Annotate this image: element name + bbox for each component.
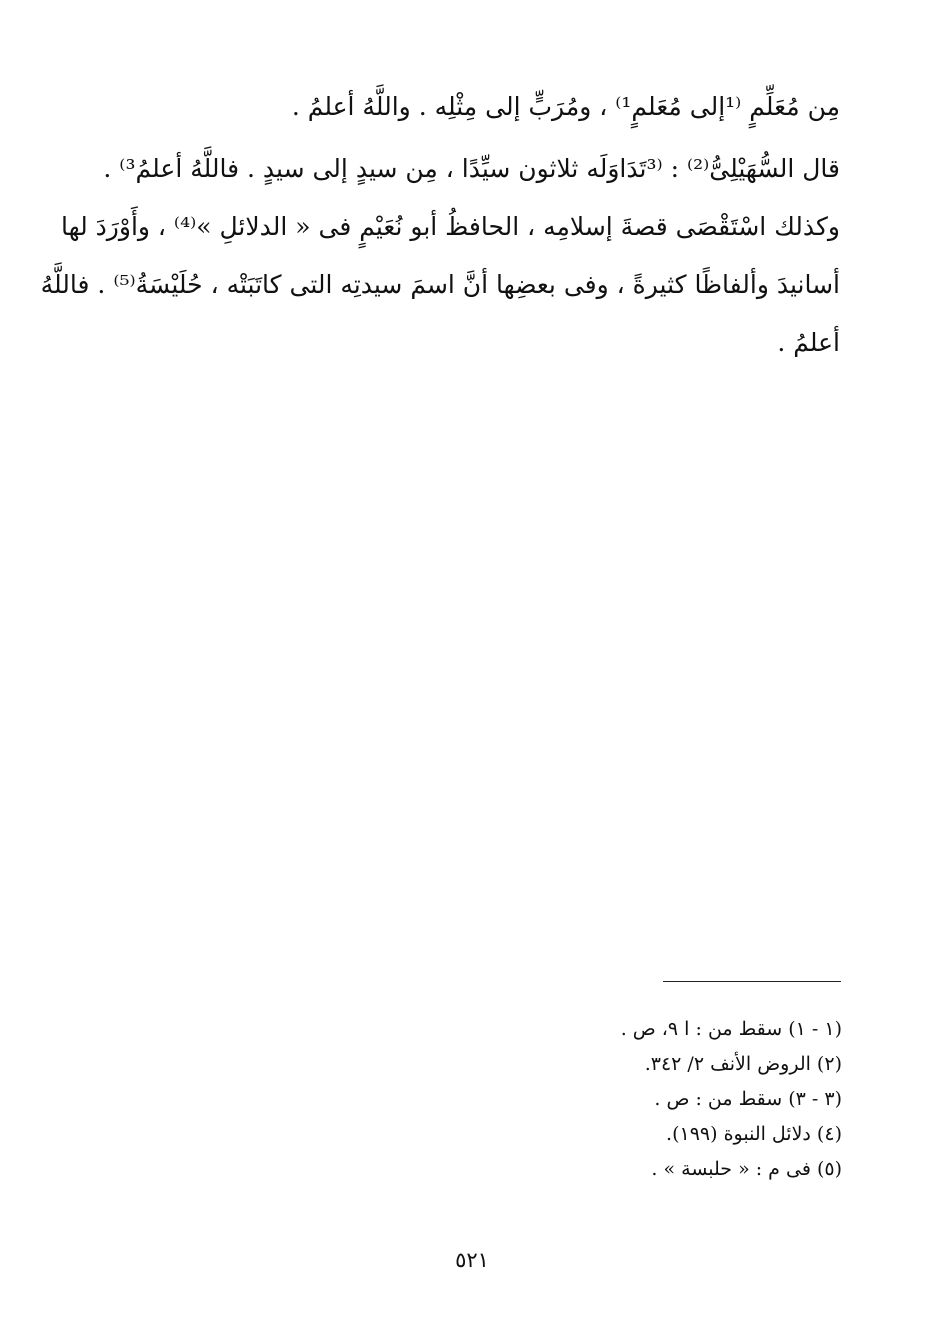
text-line: أسانيدَ وألفاظًا كثيرةً ، وفى بعضِها أنَّ اسمَ سيدتِه التى كاتَبَتْه ، حُلَيْسَةُ⁽⁵⁾ . فاللَّهُ <box>40 270 840 299</box>
footnotes <box>442 1012 842 1187</box>
footnote: (١ - ١) سقط من : ا ٩، ص . <box>620 1018 842 1040</box>
page-number: ٥٢١ <box>455 1248 489 1272</box>
text-line: وكذلك اسْتَقْصَى قصةَ إسلامِه ، الحافظُ أبو نُعَيْمٍ فى « الدلائلِ »⁽⁴⁾ ، وأَوْرَدَ لها <box>60 212 840 241</box>
footnote: (٢) الروض الأنف ٢/ ٣٤٢. <box>644 1053 842 1075</box>
text-line: مِن مُعَلِّمٍ ⁽¹إلى مُعَلمٍ¹⁾ ، ومُرَبٍّ إلى مِثْلِه . واللَّهُ أعلمُ . <box>291 92 840 121</box>
footnote-divider <box>663 981 841 982</box>
footnote: (٣ - ٣) سقط من : ص . <box>654 1088 842 1110</box>
main-text <box>40 78 840 372</box>
text-line: قال السُّهَيْلِىُّ⁽²⁾ : ⁽³تَدَاوَلَه ثلاثون سيِّدًا ، مِن سيدٍ إلى سيدٍ . فاللَّهُ أعلمُ³⁾ . <box>103 154 840 183</box>
text-line: أعلمُ . <box>777 328 840 357</box>
footnote: (٥) فى م : « حلبسة » . <box>651 1158 842 1180</box>
footnote: (٤) دلائل النبوة (١٩٩). <box>666 1123 842 1145</box>
